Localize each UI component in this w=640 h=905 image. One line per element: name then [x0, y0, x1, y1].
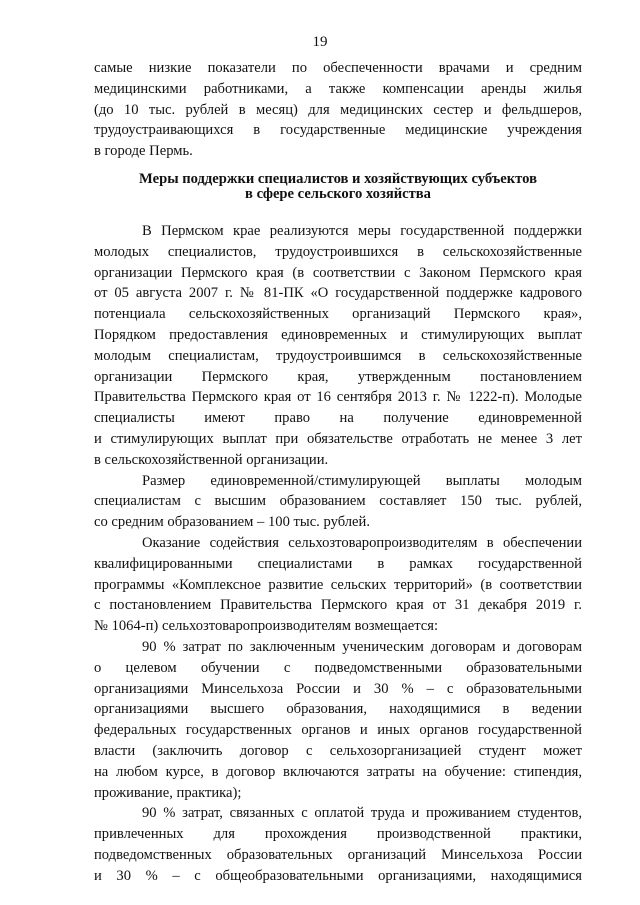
paragraph: [94, 803, 582, 886]
text-line: проживание, практика);: [94, 784, 242, 801]
paragraph: [94, 637, 582, 803]
text-line: № 1064-п) сельхозтоваропроизводителям возмещается:: [94, 618, 439, 635]
text-line: В Пермском крае реализуются меры государственной поддержки: [142, 222, 582, 239]
text-line: Порядком предоставления единовременных и стимулирующих выплат: [94, 326, 582, 343]
text-line: федеральных государственных органов и иных органов государственной: [94, 722, 582, 739]
heading-line: Меры поддержки специалистов и хозяйствующих субъектов: [139, 170, 537, 187]
text-line: медицинскими работниками, а также компенсации аренды жилья: [94, 80, 582, 97]
text-line: в сельскохозяйственной организации.: [94, 451, 329, 468]
text-line: Оказание содействия сельхозтоваропроизводителям в обеспечении: [142, 534, 582, 551]
text-line: 90 % затрат по заключенным ученическим договорам и договорам: [142, 638, 582, 655]
text-line: Правительства Пермского края от 16 сентября 2013 г. № 1222-п). Молодые: [94, 389, 582, 406]
page-number: 19: [312, 34, 328, 50]
paragraph: [94, 58, 582, 162]
text-line: самые низкие показатели по обеспеченности врачами и средним: [94, 60, 582, 76]
intro-section: [94, 58, 582, 162]
text-line: (до 10 тыс. рублей в месяц) для медицинских сестер и фельдшеров,: [94, 101, 582, 118]
text-line: подведомственных образовательных организаций Минсельхоза России: [94, 846, 582, 863]
document-body: [94, 58, 582, 886]
paragraph: [94, 533, 582, 637]
text-line: с постановлением Правительства Пермского края от 31 декабря 2019 г.: [94, 597, 582, 614]
text-line: со средним образованием – 100 тыс. рублей.: [94, 514, 370, 531]
text-line: организациями Минсельхоза России и 30 % – с образовательными: [94, 680, 582, 697]
section-heading: [94, 172, 582, 203]
main-section: [94, 221, 582, 887]
text-line: привлеченных для прохождения производственной практики,: [94, 826, 582, 843]
text-line: молодым специалистам, трудоустроившимся в сельскохозяйственные: [94, 347, 582, 364]
text-line: и стимулирующих выплат при обязательстве отработать не менее 3 лет: [94, 430, 582, 447]
text-line: организациями высшего образования, находящимися в ведении: [94, 701, 582, 718]
text-line: и 30 % – с общеобразовательными организациями, находящимися: [94, 867, 582, 884]
spacer: [94, 203, 582, 221]
text-line: специалистам с высшим образованием составляет 150 тыс. рублей,: [94, 493, 582, 510]
heading-line: в сфере сельского хозяйства: [245, 186, 431, 203]
paragraph: [94, 471, 582, 533]
text-line: власти (заключить договор с сельхозорганизацией студент может: [94, 742, 582, 759]
text-line: организации Пермского края, утвержденным постановлением: [94, 368, 582, 385]
text-line: потенциала сельскохозяйственных организаций Пермского края»,: [94, 306, 582, 323]
text-line: в городе Пермь.: [94, 143, 193, 160]
text-line: 90 % затрат, связанных с оплатой труда и проживанием студентов,: [142, 805, 582, 822]
text-line: программы «Комплексное развитие сельских территорий» (в соответствии: [94, 576, 582, 593]
text-line: организации Пермского края (в соответствии с Законом Пермского края: [94, 264, 582, 281]
text-line: специалисты имеют право на получение единовременной: [94, 410, 582, 427]
text-line: о целевом обучении с подведомственными образовательными: [94, 659, 582, 676]
text-line: Размер единовременной/стимулирующей выплаты молодым: [142, 472, 582, 489]
text-line: молодых специалистов, трудоустроившихся в сельскохозяйственные: [94, 243, 582, 260]
text-line: трудоустраивающихся в государственные медицинские учреждения: [94, 122, 582, 139]
text-line: от 05 августа 2007 г. № 81-ПК «О государственной поддержке кадрового: [94, 285, 582, 302]
paragraph: [94, 221, 582, 471]
text-line: на любом курсе, в договор включаются затраты на обучение: стипендия,: [94, 763, 582, 780]
text-line: квалифицированными специалистами в рамках государственной: [94, 555, 582, 572]
